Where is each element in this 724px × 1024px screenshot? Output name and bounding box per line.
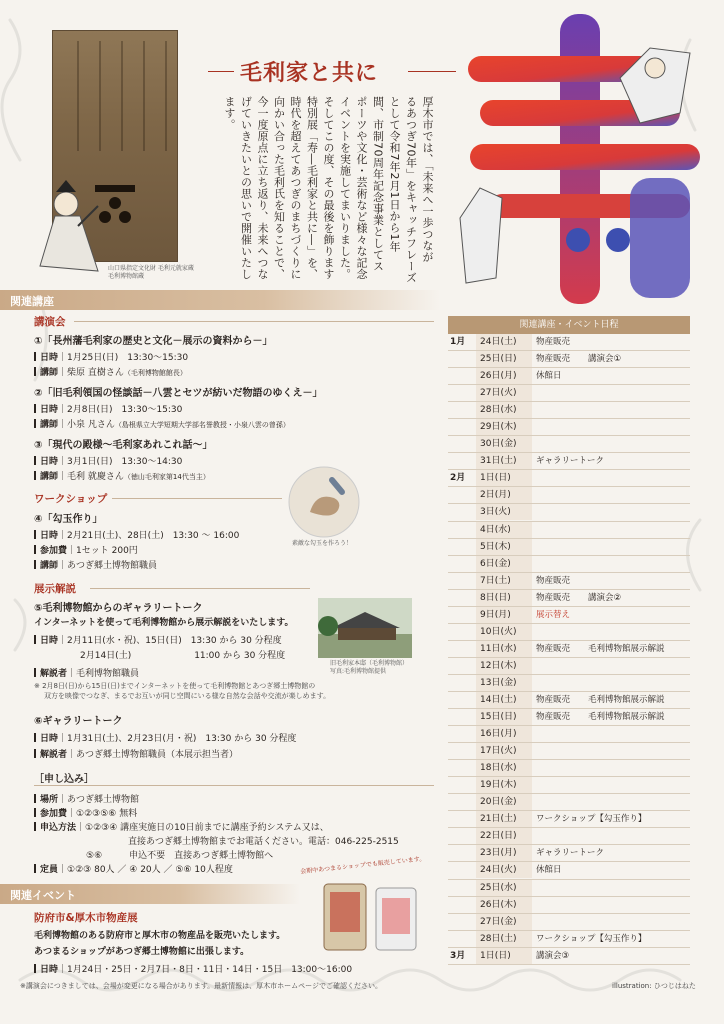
schedule-event: 休館日 xyxy=(536,865,562,876)
schedule-date: 17日(火) xyxy=(476,743,532,759)
magatama-workshop-photo xyxy=(288,466,360,538)
gallery-1-subtitle: インターネットを使って毛利博物館から展示解説をいたします。 xyxy=(34,618,294,628)
intro-paragraph xyxy=(205,96,435,286)
schedule-row xyxy=(448,334,690,351)
intro-line: るあつぎ70年」をキャッチフレーズ xyxy=(404,96,418,284)
schedule-event: ギャラリートーク xyxy=(536,848,605,859)
schedule-event: 物産販売 xyxy=(536,694,571,705)
schedule-event: ギャラリートーク xyxy=(536,456,605,467)
schedule-date: 10日(火) xyxy=(476,624,532,640)
schedule-event: ワークショップ【勾玉作り】 xyxy=(536,933,647,944)
schedule-date: 26日(月) xyxy=(476,368,532,384)
intro-line: 今一度原点に立ち返り、未来へつな xyxy=(256,96,269,280)
speaker-label: 解説者 xyxy=(40,750,68,760)
intro-line: 間、市制70周年記念事業としてス xyxy=(371,96,385,272)
workshop-photo-caption: 素敵な勾玉を作ろう！ xyxy=(292,540,353,547)
application-method-row: 申込方法｜①②③④ 講座実施日の10日前までに講座予約システム又は、 xyxy=(34,820,329,833)
gallery-2-title: ⑥ギャラリートーク xyxy=(34,716,123,727)
mori-museum-building-photo xyxy=(318,598,412,658)
schedule-date: 21日(土) xyxy=(476,811,532,827)
lecture-3-lecturer: 毛利 就慶さん xyxy=(67,472,124,482)
gallery-2-date-row: 日時｜1月31日(土)、2月23日(月・祝) 13:30 から 30 分程度 xyxy=(34,731,296,744)
scroll-caption-line1: 山口県指定文化財 毛利元就家蔵 xyxy=(108,265,194,272)
workshop-subheading: ワークショップ xyxy=(34,493,108,505)
gallery-1-date2: 2月14日(土) 11:00 から 30 分程度 xyxy=(80,651,286,661)
application-method-line1: ①②③④ 講座実施日の10日前までに講座予約システム又は、 xyxy=(85,823,329,833)
museum-photo-caption xyxy=(330,660,430,676)
schedule-date: 18日(水) xyxy=(476,760,532,776)
schedule-event: 物産販売 xyxy=(536,643,571,654)
schedule-event: 物産販売 xyxy=(536,337,571,347)
schedule-row xyxy=(448,419,690,436)
schedule-event: 物産販売 xyxy=(536,575,571,586)
schedule-row xyxy=(448,590,690,607)
divider xyxy=(112,498,282,499)
schedule-row xyxy=(448,931,690,948)
intro-line: イベントを実施してまいりました。 xyxy=(338,96,352,280)
schedule-event: 講演会③ xyxy=(536,950,570,961)
kotobuki-calligraphy-graphic xyxy=(450,8,720,308)
schedule-date: 16日(月) xyxy=(476,726,532,742)
workshop-lecturer: あつぎ郷土博物館職員 xyxy=(67,561,158,571)
intro-line: ポーツや文化・芸術など様々な記念 xyxy=(355,96,368,280)
schedule-date: 5日(木) xyxy=(476,539,532,555)
schedule-date: 8日(日) xyxy=(476,590,532,606)
schedule-row xyxy=(448,385,690,402)
schedule-date: 23日(月) xyxy=(476,845,532,861)
intro-line: ます。 xyxy=(223,96,236,131)
schedule-row xyxy=(448,351,690,368)
schedule-date: 24日(火) xyxy=(476,862,532,878)
lecture-3-date: 3月1日(日) 13:30～14:30 xyxy=(67,457,183,467)
schedule-date: 30日(金) xyxy=(476,436,532,452)
lecture-1-title: ①「長州藩毛利家の歴史と文化－展示の資料から－」 xyxy=(34,336,273,347)
schedule-date: 9日(月) xyxy=(476,607,532,623)
workshop-lecturer-row: 講師｜あつぎ郷土博物館職員 xyxy=(34,558,157,571)
schedule-date: 24日(土) xyxy=(476,334,532,350)
schedule-row xyxy=(448,692,690,709)
schedule-row xyxy=(448,556,690,573)
schedule-month: 3月 xyxy=(450,950,466,961)
schedule-date: 28日(土) xyxy=(476,931,532,947)
schedule-month: 2月 xyxy=(450,473,466,484)
schedule-row xyxy=(448,897,690,914)
schedule-row xyxy=(448,573,690,590)
fee-label: 参加費 xyxy=(40,809,68,819)
schedule-row xyxy=(448,760,690,777)
schedule-row xyxy=(448,811,690,828)
related-event-line2: あつまるショップがあつぎ郷土博物館に出張します。 xyxy=(34,947,250,957)
related-event-title: 防府市&厚木市物産展 xyxy=(34,912,138,924)
gallery-1-speaker: 毛利博物館職員 xyxy=(76,669,140,679)
lecture-1-lecturer: 柴原 直樹さん xyxy=(67,368,124,378)
intro-line: 時代を超えてあつぎのまちづくりに xyxy=(289,96,302,280)
date-label: 日時 xyxy=(40,405,59,415)
application-capacity: ①②③ 80人 ／ ④ 20人 ／ ⑤⑥ 10人程度 xyxy=(67,865,233,875)
related-lectures-header-text: 関連講座 xyxy=(10,295,54,308)
related-event-date-row: 日時｜1月24日・25日・2月7日・8日・11日・14日・15日 13:00～16:00 xyxy=(34,962,352,975)
lecturer-label: 講師 xyxy=(40,368,59,378)
application-method-line2: 直接あつぎ郷土博物館までお電話ください。電話：046-225-2515 xyxy=(128,837,399,847)
schedule-date: 1日(日) xyxy=(476,948,532,964)
lecture-2-date: 2月8日(日) 13:30～15:30 xyxy=(67,405,183,415)
schedule-row xyxy=(448,777,690,794)
workshop-fee: 1セット 200円 xyxy=(76,546,138,556)
intro-line: 特別展「寿―毛利家と共に―」を、 xyxy=(305,96,319,280)
intro-line: として令和7年2月1日から1年 xyxy=(388,96,401,253)
schedule-row xyxy=(448,828,690,845)
gallery-1-title: ⑤毛利博物館からのギャラリートーク xyxy=(34,603,203,614)
schedule-date: 6日(金) xyxy=(476,556,532,572)
gallery-1-date1: 2月11日(水・祝)、15日(日) 13:30 から 30 分程度 xyxy=(67,636,282,646)
schedule-date: 28日(水) xyxy=(476,402,532,418)
schedule-date: 22日(日) xyxy=(476,828,532,844)
lecture-1-lecturer-row: 講師｜柴原 直樹さん（毛利博物館館長） xyxy=(34,365,187,378)
local-products-photo xyxy=(318,878,428,956)
schedule-row xyxy=(448,607,690,624)
schedule-date: 13日(金) xyxy=(476,675,532,691)
schedule-row xyxy=(448,402,690,419)
lecturer-label: 講師 xyxy=(40,561,59,571)
date-label: 日時 xyxy=(40,636,59,646)
schedule-row xyxy=(448,487,690,504)
schedule-date: 25日(日) xyxy=(476,351,532,367)
schedule-date: 7日(土) xyxy=(476,573,532,589)
schedule-event: 物産販売 xyxy=(536,712,571,723)
date-label: 日時 xyxy=(40,965,59,975)
event-schedule xyxy=(448,316,690,965)
workshop-fee-row: 参加費｜1セット 200円 xyxy=(34,543,138,556)
museum-photo-caption-line1: 旧毛利家本邸（毛利博物館） xyxy=(330,660,409,667)
schedule-row xyxy=(448,845,690,862)
gallery-2-speaker: あつぎ郷土博物館職員（本展示担当者） xyxy=(76,750,239,760)
schedule-event-secondary: 毛利博物館展示解説 xyxy=(588,712,665,723)
lecturer-label: 講師 xyxy=(40,420,59,430)
schedule-event-secondary: 毛利博物館展示解説 xyxy=(588,694,665,705)
divider xyxy=(90,588,310,589)
schedule-row xyxy=(448,436,690,453)
fee-label: 参加費 xyxy=(40,546,68,556)
gallery-1-note-line2: 双方を映像でつなぎ、まるでお互いが同じ空間にいる様な自然な会話や交流が楽しめます。 xyxy=(44,691,331,700)
date-label: 日時 xyxy=(40,457,59,467)
lecture-1-date: 1月25日(日) 13:30～15:30 xyxy=(67,353,189,363)
lecture-3-title: ③「現代の殿様～毛利家あれこれ話～」 xyxy=(34,440,213,451)
schedule-row xyxy=(448,743,690,760)
illustration-credit: illustration: ひつじはねた xyxy=(612,982,696,990)
title-text: 毛利家と共に xyxy=(240,60,379,86)
date-label: 日時 xyxy=(40,734,59,744)
gallery-1-note xyxy=(34,682,434,702)
speaker-label: 解説者 xyxy=(40,669,68,679)
schedule-date: 31日(土) xyxy=(476,453,532,469)
schedule-row xyxy=(448,880,690,897)
application-method-line3: ⑤⑥ 申込不要 直接あつぎ郷土博物館へ xyxy=(86,851,274,861)
samurai-figure-illustration-left xyxy=(20,176,110,276)
schedule-row xyxy=(448,522,690,539)
gallery-2-date: 1月31日(土)、2月23日(月・祝) 13:30 から 30 分程度 xyxy=(67,734,297,744)
schedule-row xyxy=(448,504,690,521)
footer-note: ※講演会につきましては、会場が変更になる場合があります。最新情報は、厚木市ホームページでご確認ください。 xyxy=(20,982,383,990)
schedule-event-secondary: 講演会② xyxy=(588,592,622,603)
schedule-row xyxy=(448,368,690,385)
lecturer-label: 講師 xyxy=(40,472,59,482)
lecture-3-date-row: 日時｜3月1日(日) 13:30～14:30 xyxy=(34,454,182,467)
schedule-event-secondary: 講演会① xyxy=(588,354,622,365)
divider xyxy=(74,321,434,322)
schedule-date: 1日(日) xyxy=(476,470,532,486)
scroll-caption-line2: 毛利博物館蔵 xyxy=(108,273,145,281)
schedule-date: 27日(火) xyxy=(476,385,532,401)
related-event-line1: 毛利博物館のある防府市と厚木市の物産品を販売いたします。 xyxy=(34,931,286,941)
related-event-date: 1月24日・25日・2月7日・8日・11日・14日・15日 13:00～16:00 xyxy=(67,965,353,975)
intro-line: 向かい合った毛利氏を知ることで、 xyxy=(272,96,286,280)
schedule-event: 物産販売 xyxy=(536,354,571,365)
schedule-row xyxy=(448,470,690,487)
application-fee-row: 参加費｜①②③⑤⑥ 無料 xyxy=(34,806,137,819)
gallery-subheading: 展示解説 xyxy=(34,583,76,595)
schedule-event: ワークショップ【勾玉作り】 xyxy=(536,814,647,825)
schedule-date: 26日(木) xyxy=(476,897,532,913)
application-place-row: 場所｜あつぎ郷土博物館 xyxy=(34,792,139,805)
intro-line: 厚木市では、「未来へ一歩つなが xyxy=(421,96,434,263)
schedule-event: 休館日 xyxy=(536,371,562,382)
schedule-event: 展示替え xyxy=(536,609,571,620)
schedule-header: 関連講座・イベント日程 xyxy=(448,316,690,334)
application-capacity-row: 定員｜①②③ 80人 ／ ④ 20人 ／ ⑤⑥ 10人程度 xyxy=(34,862,233,875)
schedule-date: 15日(日) xyxy=(476,709,532,725)
related-lectures-header xyxy=(0,290,440,310)
application-header: ［申し込み］ xyxy=(34,774,94,785)
lecture-3-lecturer-row: 講師｜毛利 就慶さん（徳山毛利家第14代当主） xyxy=(34,469,210,482)
schedule-row xyxy=(448,675,690,692)
schedule-date: 20日(金) xyxy=(476,794,532,810)
schedule-row xyxy=(448,658,690,675)
schedule-date: 29日(木) xyxy=(476,419,532,435)
page-title xyxy=(208,56,458,86)
schedule-row xyxy=(448,709,690,726)
date-label: 日時 xyxy=(40,531,59,541)
intro-line: そしてこの度、その最後を飾ります xyxy=(322,96,335,280)
lecture-1-date-row: 日時｜1月25日(日) 13:30～15:30 xyxy=(34,350,188,363)
gallery-1-note-line1: ※ 2月8日(日)から15日(日)までインターネットを使って毛利博物館とあつぎ郷土博物館の xyxy=(34,682,316,690)
lecture-2-date-row: 日時｜2月8日(日) 13:30～15:30 xyxy=(34,402,182,415)
lecture-2-title: ②「旧毛利領国の怪談話－八雲とセツが紡いだ物語のゆくえ－」 xyxy=(34,388,323,399)
related-event-header xyxy=(0,884,300,904)
schedule-date: 4日(水) xyxy=(476,522,532,538)
date-label: 日時 xyxy=(40,353,59,363)
schedule-date: 2日(月) xyxy=(476,487,532,503)
schedule-event: 物産販売 xyxy=(536,592,571,603)
lecture-2-lecturer: 小泉 凡さん xyxy=(67,420,115,430)
schedule-date: 14日(土) xyxy=(476,692,532,708)
workshop-date: 2月21日(土)、28日(土) 13:30 ～ 16:00 xyxy=(67,531,240,541)
intro-line: げていきたいとの思いで開催いたし xyxy=(239,96,253,280)
schedule-row xyxy=(448,794,690,811)
application-fee: ①②③⑤⑥ 無料 xyxy=(76,809,138,819)
method-label: 申込方法 xyxy=(40,823,77,833)
scroll-caption xyxy=(108,265,198,281)
lecture-subheading: 講演会 xyxy=(34,316,66,328)
schedule-date: 3日(火) xyxy=(476,504,532,520)
schedule-row xyxy=(448,641,690,658)
related-event-header-text: 関連イベント xyxy=(10,889,76,902)
schedule-row xyxy=(448,726,690,743)
schedule-date: 27日(金) xyxy=(476,914,532,930)
gallery-2-speaker-row: 解説者｜あつぎ郷土博物館職員（本展示担当者） xyxy=(34,747,238,760)
capacity-label: 定員 xyxy=(40,865,59,875)
schedule-row xyxy=(448,624,690,641)
place-label: 場所 xyxy=(40,795,59,805)
schedule-date: 25日(水) xyxy=(476,880,532,896)
schedule-body xyxy=(448,334,690,965)
schedule-date: 19日(木) xyxy=(476,777,532,793)
schedule-month: 1月 xyxy=(450,337,466,347)
schedule-row xyxy=(448,862,690,879)
museum-photo-caption-line2: 写真:毛利博物館提供 xyxy=(330,668,387,676)
shop-caption: 会期中あつまるショップでも販売しています。 xyxy=(299,855,426,876)
schedule-row xyxy=(448,914,690,931)
schedule-date: 12日(木) xyxy=(476,658,532,674)
gallery-1-date-row: 日時｜2月11日(水・祝)、15日(日) 13:30 から 30 分程度 xyxy=(34,633,282,646)
application-place: あつぎ郷土博物館 xyxy=(67,795,140,805)
schedule-row xyxy=(448,948,690,965)
gallery-1-speaker-row: 解説者｜毛利博物館職員 xyxy=(34,666,139,679)
workshop-title: ④「勾玉作り」 xyxy=(34,514,103,525)
schedule-row xyxy=(448,453,690,470)
schedule-event-secondary: 毛利博物館展示解説 xyxy=(588,643,665,654)
workshop-date-row: 日時｜2月21日(土)、28日(土) 13:30 ～ 16:00 xyxy=(34,528,239,541)
divider xyxy=(34,785,434,786)
lecture-1-lecturer-note: （毛利博物館館長） xyxy=(123,369,187,377)
lecture-2-lecturer-row: 講師｜小泉 凡さん（島根県立大学短期大学部名誉教授・小泉八雲の曾孫） xyxy=(34,417,290,430)
lecture-2-lecturer-note: （島根県立大学短期大学部名誉教授・小泉八雲の曾孫） xyxy=(114,421,290,429)
schedule-date: 11日(水) xyxy=(476,641,532,657)
schedule-row xyxy=(448,539,690,556)
lecture-3-lecturer-note: （徳山毛利家第14代当主） xyxy=(123,473,210,481)
